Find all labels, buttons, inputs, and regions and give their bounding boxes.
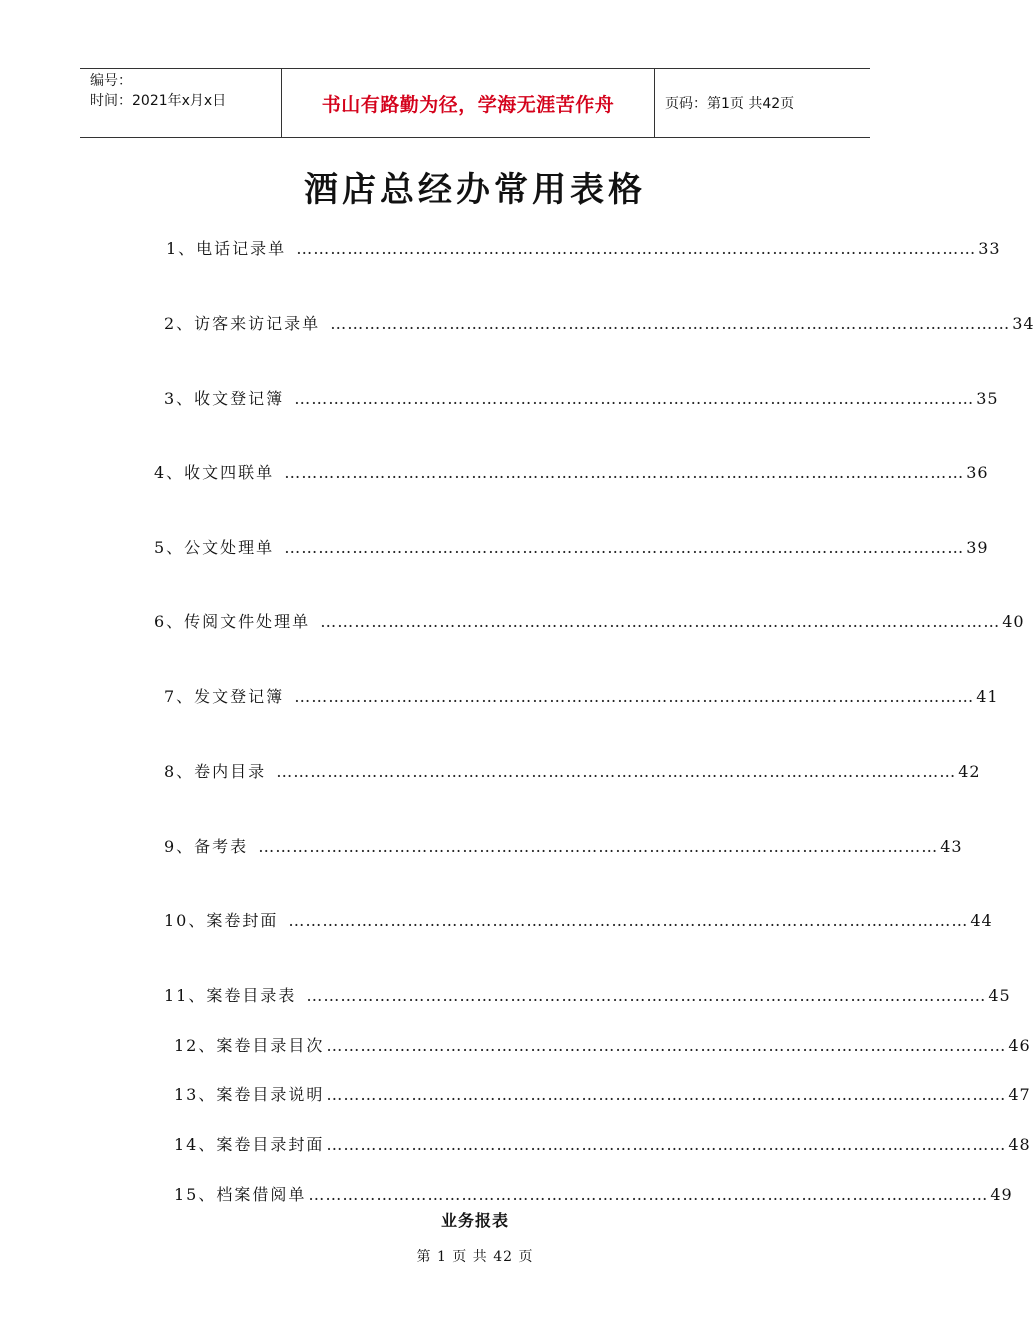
toc-entry-page: 48 (1008, 1135, 1031, 1154)
header-meta (80, 69, 282, 137)
toc-leader-dots: ………………………………………………………………………………………………………… (326, 1085, 1007, 1104)
page-footer: 第 1 页 共 42 页 (416, 1249, 534, 1265)
page-info-text: 页码：第1页 共42页 (665, 96, 795, 112)
toc-entry-label: 13、案卷目录说明 (174, 1085, 325, 1104)
toc-leader-dots: ………………………………………………………………………………………………………… (326, 1036, 1007, 1055)
section-heading: 业务报表 (440, 1211, 509, 1230)
toc-entry[interactable] (164, 311, 1035, 334)
toc-entry-page: 43 (940, 837, 963, 856)
toc-entry-label: 15、档案借阅单 (174, 1185, 307, 1204)
toc-entry-page: 34 (1012, 314, 1035, 333)
toc-entry-page: 49 (990, 1185, 1013, 1204)
toc-entry[interactable] (154, 609, 1025, 632)
date-label: 时间：2021年x月x日 (90, 93, 227, 109)
toc-entry-page: 42 (958, 762, 981, 781)
toc-entry-page: 33 (978, 239, 1001, 258)
toc-leader-dots: ………………………………………………………………………………………………………… (326, 1135, 1007, 1154)
toc-entry[interactable] (154, 535, 989, 558)
toc-entry-label: 3、收文登记簿 (164, 389, 285, 408)
toc-entry-label: 7、发文登记簿 (164, 687, 285, 706)
number-label: 编号： (90, 73, 132, 89)
toc-entry-page: 44 (970, 911, 993, 930)
toc-entry[interactable] (164, 759, 981, 782)
toc-entry[interactable] (164, 908, 993, 931)
header-page-info (655, 69, 870, 137)
toc-entry-label: 8、卷内目录 (164, 762, 267, 781)
toc-entry-label: 4、收文四联单 (154, 463, 275, 482)
toc-leader-dots: ………………………………………………………………………………………………………… (320, 612, 1001, 631)
toc-entry[interactable] (164, 834, 963, 857)
toc-entry-page: 35 (976, 389, 999, 408)
document-title: 酒店总经办常用表格 (304, 170, 646, 210)
toc-entry-page: 40 (1002, 612, 1025, 631)
toc-entry-label: 6、传阅文件处理单 (154, 612, 311, 631)
toc-entry[interactable] (174, 1132, 1031, 1155)
toc-entry[interactable] (154, 460, 989, 483)
toc-entry[interactable] (174, 1182, 1013, 1205)
toc-leader-dots: ………………………………………………………………………………………………………… (308, 1185, 989, 1204)
toc-entry-label: 2、访客来访记录单 (164, 314, 321, 333)
toc-entry-label: 10、案卷封面 (164, 911, 279, 930)
toc-leader-dots: ………………………………………………………………………………………………………… (294, 389, 975, 408)
toc-leader-dots: ………………………………………………………………………………………………………… (306, 986, 987, 1005)
toc-leader-dots: ………………………………………………………………………………………………………… (258, 837, 939, 856)
toc-entry[interactable] (174, 1033, 1031, 1056)
toc-entry[interactable] (166, 236, 1001, 259)
toc-leader-dots: ………………………………………………………………………………………………………… (288, 911, 969, 930)
toc-entry[interactable] (174, 1082, 1031, 1105)
toc-leader-dots: ………………………………………………………………………………………………………… (284, 463, 965, 482)
toc-leader-dots: ………………………………………………………………………………………………………… (296, 239, 977, 258)
toc-entry-label: 1、电话记录单 (166, 239, 287, 258)
toc-entry[interactable] (164, 983, 1011, 1006)
toc-entry-page: 36 (966, 463, 989, 482)
toc-entry[interactable] (164, 386, 999, 409)
toc-entry-page: 41 (976, 687, 999, 706)
toc-entry-label: 12、案卷目录目次 (174, 1036, 325, 1055)
motto-text: 书山有路勤为径，学海无涯苦作舟 (321, 93, 615, 116)
toc-entry-page: 45 (988, 986, 1011, 1005)
document-header (80, 68, 870, 138)
toc-entry-page: 47 (1008, 1085, 1031, 1104)
toc-leader-dots: ………………………………………………………………………………………………………… (294, 687, 975, 706)
toc-entry-page: 46 (1008, 1036, 1031, 1055)
toc-leader-dots: ………………………………………………………………………………………………………… (284, 538, 965, 557)
toc-entry[interactable] (164, 684, 999, 707)
toc-entry-page: 39 (966, 538, 989, 557)
header-motto-cell (282, 69, 655, 137)
toc-entry-label: 9、备考表 (164, 837, 249, 856)
toc-entry-label: 5、公文处理单 (154, 538, 275, 557)
toc-entry-label: 11、案卷目录表 (164, 986, 297, 1005)
toc-leader-dots: ………………………………………………………………………………………………………… (330, 314, 1011, 333)
toc-entry-label: 14、案卷目录封面 (174, 1135, 325, 1154)
toc-leader-dots: ………………………………………………………………………………………………………… (276, 762, 957, 781)
